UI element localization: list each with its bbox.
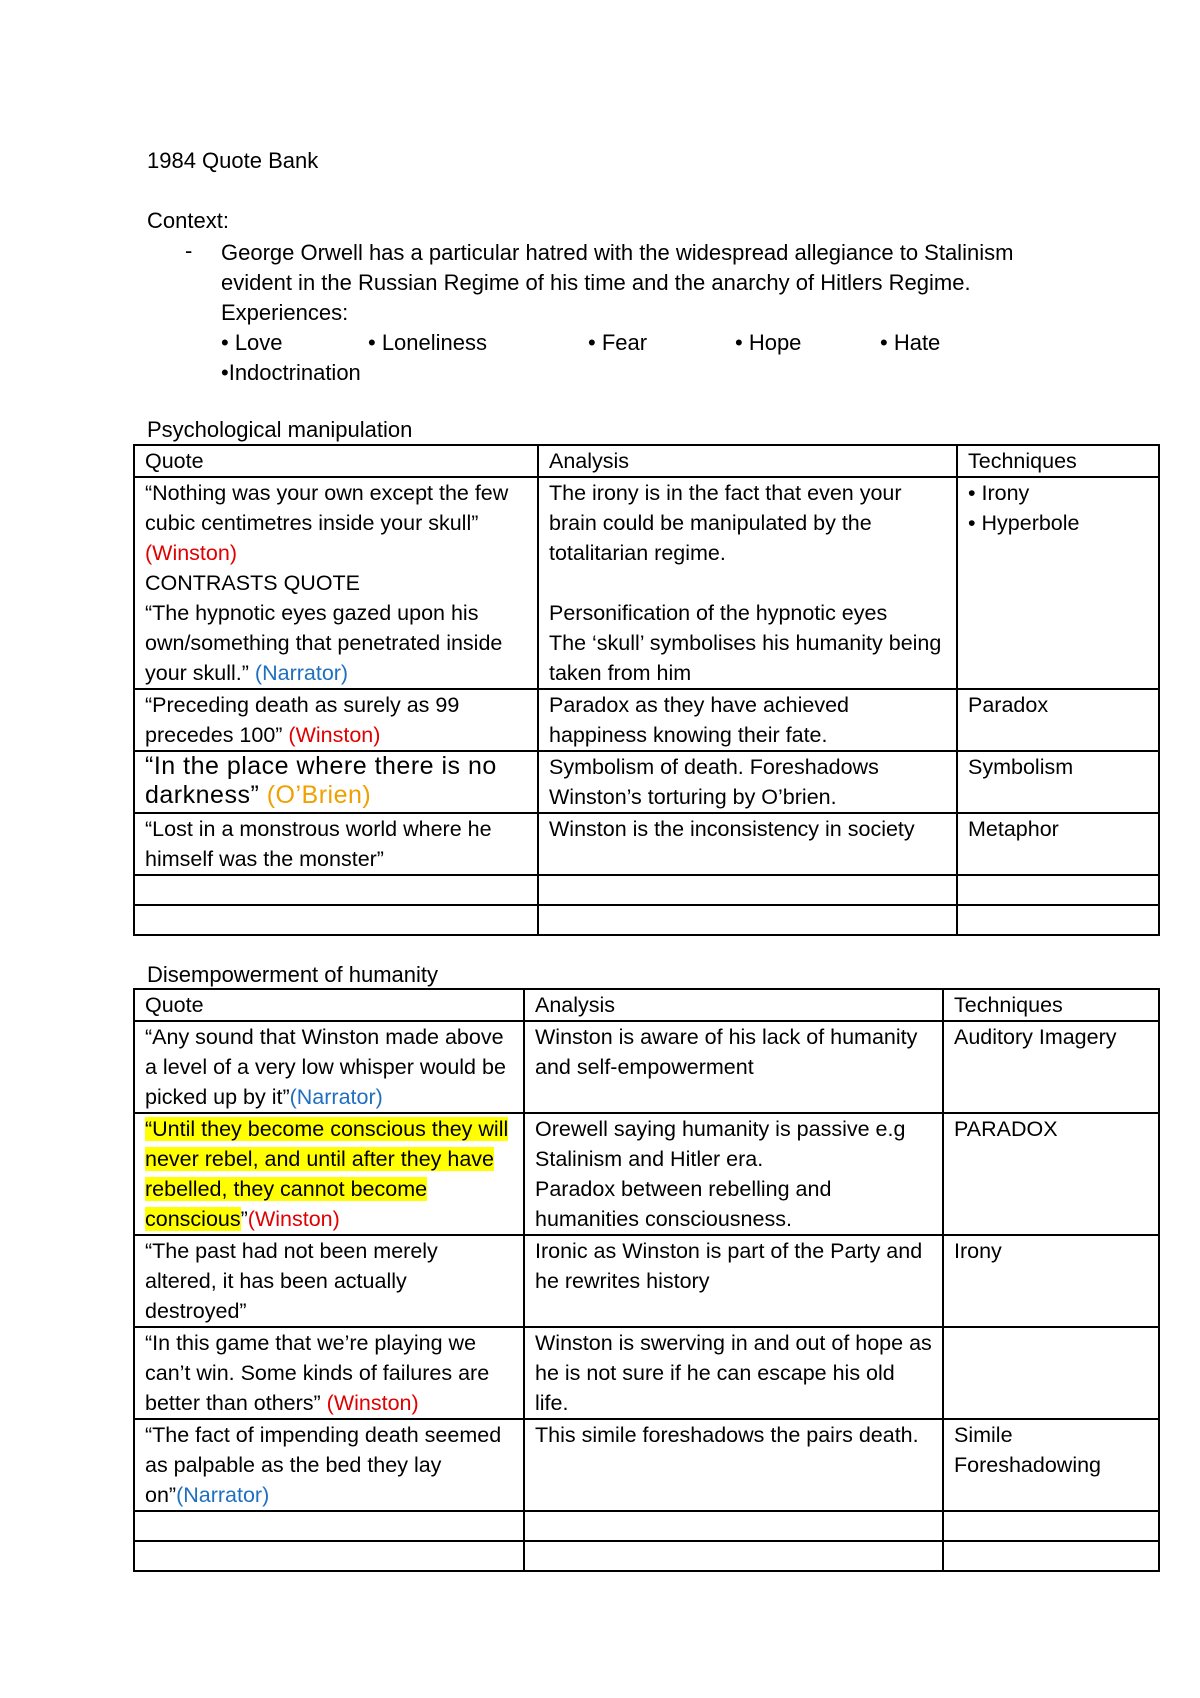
empty-row	[134, 905, 1159, 935]
header-techniques: Techniques	[943, 989, 1159, 1021]
empty-row	[134, 1541, 1159, 1571]
analysis-cell: Symbolism of death. Foreshadows Winston’s torturing by O’brien.	[538, 751, 957, 813]
highlighted-quote: “Until they become conscious they will never rebel, and until after they have rebelled, they cannot become conscious	[145, 1117, 509, 1231]
table-row	[134, 1327, 1159, 1419]
analysis-cell: This simile foreshadows the pairs death.	[524, 1419, 943, 1511]
analysis-cell: Winston is aware of his lack of humanity and self-empowerment	[524, 1021, 943, 1113]
experience-item: • Loneliness	[368, 330, 488, 355]
header-techniques: Techniques	[957, 445, 1159, 477]
technique-cell	[943, 1327, 1159, 1419]
disempowerment-table	[133, 988, 1160, 1572]
table-row	[134, 813, 1159, 875]
quote-cell: “In this game that we’re playing we can’t win. Some kinds of failures are better than others” (Winston)	[134, 1327, 524, 1419]
speaker-label: (Winston)	[247, 1207, 340, 1231]
experiences-label: Experiences:	[221, 300, 349, 325]
quote-cell: “The fact of impending death seemed as palpable as the bed they lay on”(Narrator)	[134, 1419, 524, 1511]
quote-cell: “Nothing was your own except the few cubic centimetres inside your skull” (Winston) CONTRASTS QUOTE “The hypnotic eyes gazed upon his own/something that penetrated inside your skull.” (Narrator)	[134, 477, 538, 689]
technique-cell: Irony	[943, 1235, 1159, 1327]
analysis-cell: Paradox as they have achieved happiness knowing their fate.	[538, 689, 957, 751]
analysis-cell: Winston is swerving in and out of hope as he is not sure if he can escape his old life.	[524, 1327, 943, 1419]
quote-cell: “Lost in a monstrous world where he himself was the monster”	[134, 813, 538, 875]
analysis-cell: Ironic as Winston is part of the Party and he rewrites history	[524, 1235, 943, 1327]
speaker-label: (Narrator)	[176, 1483, 270, 1507]
section-title-psychological: Psychological manipulation	[147, 417, 413, 442]
document-title: 1984 Quote Bank	[147, 148, 319, 173]
speaker-label: (Winston)	[145, 541, 237, 565]
section-title-disempowerment: Disempowerment of humanity	[147, 962, 439, 987]
header-quote: Quote	[134, 445, 538, 477]
context-dash: -	[185, 238, 193, 263]
table-row	[134, 1419, 1159, 1511]
quote-cell: “Preceding death as surely as 99 precedes 100” (Winston)	[134, 689, 538, 751]
technique-cell: Simile Foreshadowing	[943, 1419, 1159, 1511]
header-analysis: Analysis	[538, 445, 957, 477]
speaker-label: (Winston)	[320, 1391, 419, 1415]
quote-cell: “Any sound that Winston made above a level of a very low whisper would be picked up by it”(Narrator)	[134, 1021, 524, 1113]
empty-row	[134, 875, 1159, 905]
table-row	[134, 689, 1159, 751]
analysis-cell: Orewell saying humanity is passive e.g Stalinism and Hitler era. Paradox between rebelling and humanities consciousness.	[524, 1113, 943, 1235]
table-header-row	[134, 445, 1159, 477]
speaker-label: (Narrator)	[248, 661, 349, 685]
empty-row	[134, 1511, 1159, 1541]
table-row	[134, 751, 1159, 813]
technique-cell: Paradox	[957, 689, 1159, 751]
table-row	[134, 1113, 1159, 1235]
analysis-cell: Winston is the inconsistency in society	[538, 813, 957, 875]
quote-cell: “Until they become conscious they will never rebel, and until after they have rebelled, they cannot become conscious”(Winston)	[134, 1113, 524, 1235]
technique-cell: • Irony • Hyperbole	[957, 477, 1159, 689]
technique-cell: Metaphor	[957, 813, 1159, 875]
analysis-cell: The irony is in the fact that even your brain could be manipulated by the totalitarian regime. Personification of the hypnotic eyes The ‘skull’ symbolises his humanity being taken from him	[538, 477, 957, 689]
psychological-table	[133, 444, 1160, 936]
context-label: Context:	[147, 208, 229, 233]
experiences-list-line2	[221, 358, 1081, 388]
speaker-label: (O’Brien)	[259, 781, 372, 809]
header-analysis: Analysis	[524, 989, 943, 1021]
speaker-label: (Winston)	[282, 723, 381, 747]
technique-cell: Symbolism	[957, 751, 1159, 813]
technique-cell: Auditory Imagery	[943, 1021, 1159, 1113]
experience-item: • Fear	[588, 330, 648, 355]
quote-cell: “The past had not been merely altered, it has been actually destroyed”	[134, 1235, 524, 1327]
experience-item: •Indoctrination	[221, 360, 361, 385]
table-row	[134, 1021, 1159, 1113]
speaker-label: (Narrator)	[289, 1085, 383, 1109]
context-block	[221, 238, 1081, 388]
table-header-row	[134, 989, 1159, 1021]
contrast-label: CONTRASTS QUOTE	[145, 571, 361, 595]
table-row	[134, 1235, 1159, 1327]
context-text: George Orwell has a particular hatred with the widespread allegiance to Stalinism evident in the Russian Regime of his time and the anarchy of Hitlers Regime.	[221, 240, 1014, 295]
experience-item: • Hate	[880, 330, 941, 355]
header-quote: Quote	[134, 989, 524, 1021]
experiences-list	[221, 328, 1081, 358]
table-row	[134, 477, 1159, 689]
technique-cell: PARADOX	[943, 1113, 1159, 1235]
quote-cell: “In the place where there is no darkness” (O’Brien)	[134, 751, 538, 813]
experience-item: • Hope	[735, 330, 802, 355]
experience-item: • Love	[221, 330, 283, 355]
